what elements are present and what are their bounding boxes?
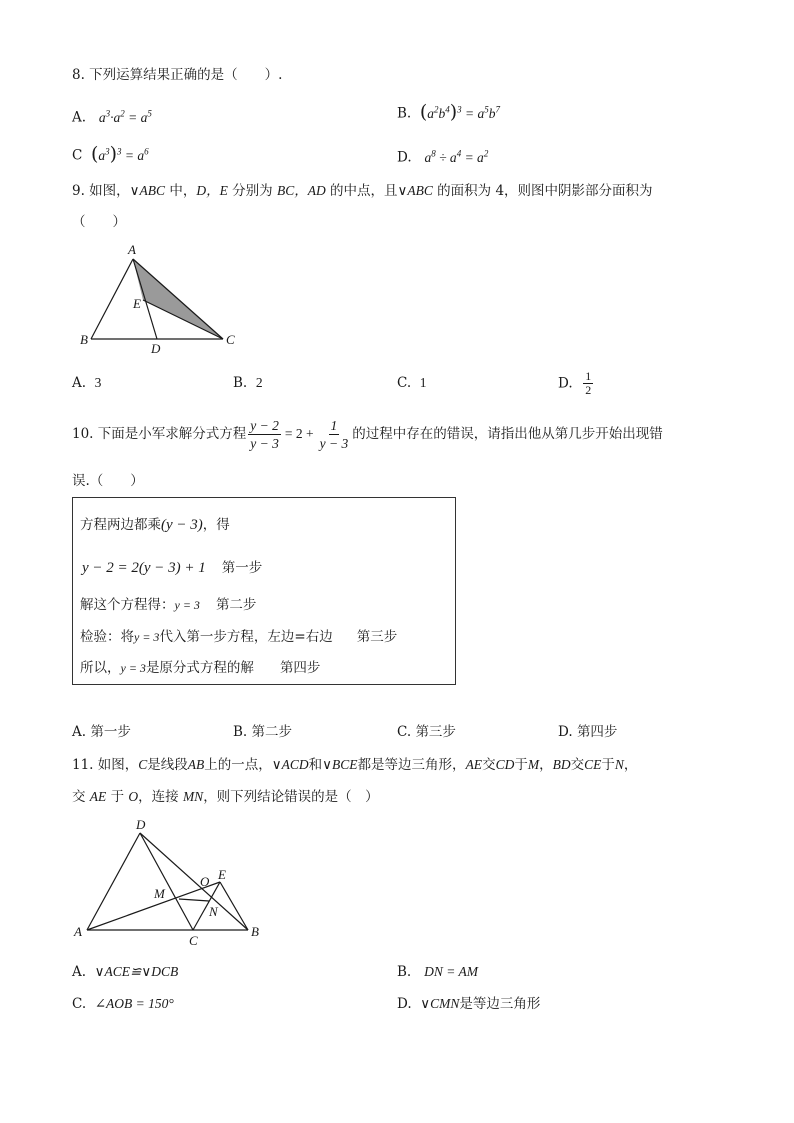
label-m: M: [154, 886, 165, 901]
option-expression: $(a^2b^4)^3 = a^5b^7$: [419, 100, 501, 123]
box-text: 所以，: [80, 660, 121, 676]
q9-stem-line2: （ ）: [72, 214, 126, 230]
math: AE: [89, 789, 107, 804]
segment-db: [140, 833, 248, 930]
q9-option-b[interactable]: [233, 374, 263, 392]
option-label: D.: [397, 149, 412, 166]
option-label: B.: [233, 724, 248, 740]
box-line-4: [80, 625, 397, 645]
option-label: C: [72, 147, 83, 164]
stem-text: ，则下列结论错误的是（ ）: [203, 789, 379, 805]
option-label: D.: [558, 724, 573, 740]
math: BD: [552, 757, 571, 772]
q8-stem: 8. 下列运算结果正确的是（ ）.: [72, 67, 283, 83]
option-value: 第二步: [251, 724, 293, 740]
option-label: B.: [397, 964, 412, 980]
label-b: B: [80, 332, 88, 347]
equation-middle: = 2 +: [284, 426, 314, 441]
segment-mn: [179, 899, 209, 901]
stem-text: 都是等边三角形，: [357, 757, 466, 773]
segment-dc: [140, 833, 193, 930]
label-e: E: [218, 867, 226, 882]
math: AB: [187, 757, 205, 772]
stem-text: 交: [482, 757, 496, 773]
q10-option-c[interactable]: [397, 723, 456, 741]
box-line-1: [80, 513, 230, 534]
stem-text: ，: [539, 757, 553, 773]
q11-stem-line2: [72, 788, 379, 806]
q11-option-d[interactable]: [397, 995, 540, 1013]
step-label: 第四步: [279, 660, 321, 676]
stem-text: 于: [514, 757, 528, 773]
q8-option-b[interactable]: [397, 100, 500, 123]
label-a: A: [128, 242, 136, 257]
option-label: A.: [72, 964, 87, 980]
stem-text: 于: [106, 789, 129, 805]
box-text: 方程两边都乘: [80, 517, 161, 533]
q9-figure: [70, 240, 250, 360]
stem-text: ，: [623, 757, 638, 773]
option-value: 第一步: [90, 724, 131, 740]
math: ∨BCE: [322, 757, 358, 772]
option-label: C.: [397, 724, 412, 740]
option-expression: $a^8 \div a^4 = a^2$: [424, 148, 489, 165]
math: C: [138, 757, 148, 772]
box-text: ，得: [202, 517, 230, 533]
math: CD: [495, 757, 515, 772]
option-expression: $(a^3)^3 = a^6$: [90, 142, 149, 165]
stem-text: 的中点，且: [325, 183, 398, 199]
stem-text: 的面积为 4，则图中阴影部分面积为: [432, 183, 653, 199]
q10-option-d[interactable]: [558, 723, 617, 741]
label-c: C: [226, 332, 235, 347]
q11-stem: [72, 756, 637, 774]
option-expression: $a^3\cdot a^2 = a^5$: [98, 108, 152, 125]
math-points-de: D，E: [196, 183, 228, 198]
equation-rhs-fraction: [318, 417, 351, 452]
box-text: 检验：将: [80, 629, 134, 645]
box-expression: y = 3: [134, 630, 160, 644]
q10-stem: [72, 414, 663, 454]
box-text: 解这个方程得：: [80, 597, 175, 613]
label-e: E: [133, 296, 141, 311]
stem-text: 交: [570, 757, 585, 773]
option-label: C.: [72, 996, 87, 1012]
fraction-numerator: 1: [330, 417, 338, 433]
option-value: 第四步: [576, 724, 618, 740]
fraction-one-half: [583, 370, 593, 397]
q9-option-d[interactable]: [558, 370, 595, 397]
q9-option-a[interactable]: [72, 374, 101, 392]
q9-stem: [72, 182, 653, 200]
q8-option-c[interactable]: [72, 142, 149, 165]
label-d: D: [151, 341, 161, 356]
option-expression: ∠AOB = 150°: [94, 996, 174, 1011]
q10-option-a[interactable]: [72, 723, 131, 741]
stem-text: 10. 下面是小军求解分式方程: [72, 426, 247, 442]
option-text: 是等边三角形: [459, 996, 541, 1012]
q10-stem-line2: 误.（ ）: [72, 473, 144, 489]
step-label: 第一步: [221, 560, 263, 576]
q9-option-c[interactable]: [397, 374, 426, 392]
fraction-denominator: y − 3: [319, 435, 349, 451]
stem-text: 的过程中存在的错误，请指出他从第几步开始出现错: [352, 426, 663, 442]
q11-figure: [70, 815, 280, 950]
stem-text: 中，: [165, 183, 197, 199]
solution-box: [72, 497, 456, 685]
label-c: C: [189, 933, 198, 948]
stem-text: ，连接: [138, 789, 183, 805]
option-expression: DN = AM: [424, 964, 478, 979]
option-value: 2: [255, 375, 263, 390]
box-line-3: [80, 593, 256, 613]
option-expression: ∨CMN: [420, 996, 460, 1011]
option-label: A.: [72, 375, 87, 391]
box-expression: y = 3: [120, 661, 146, 675]
label-n: N: [209, 904, 218, 919]
box-line-5: [80, 656, 320, 676]
math: O: [128, 789, 139, 804]
box-expression: y = 3: [174, 598, 200, 612]
equation-lhs-fraction: [248, 417, 281, 452]
label-a: A: [74, 924, 82, 939]
math: AE: [465, 757, 483, 772]
q8-option-d[interactable]: [397, 144, 488, 167]
fraction-numerator: 1: [585, 369, 592, 383]
box-expression: y − 2 = 2(y − 3) + 1: [82, 560, 206, 576]
math-triangle-abc: ∨ABC: [397, 183, 433, 198]
label-o: O: [200, 874, 210, 889]
stem-text: 和: [308, 757, 323, 773]
math-segments: BC，AD: [276, 183, 326, 198]
math: MN: [182, 789, 204, 804]
box-expression: (y − 3): [161, 517, 203, 533]
option-expression: ∨ACE≌∨DCB: [94, 964, 179, 979]
math: N: [614, 757, 624, 772]
stem-text: 11. 如图，: [72, 757, 139, 773]
option-label: B.: [233, 375, 248, 391]
option-label: D.: [558, 375, 573, 392]
option-label: B.: [397, 105, 412, 122]
math: CE: [584, 757, 602, 772]
step-label: 第二步: [215, 597, 257, 613]
step-label: 第三步: [356, 629, 398, 645]
stem-text: 是线段: [147, 757, 188, 773]
math: ∨ACD: [271, 757, 309, 772]
stem-text: 9. 如图，: [72, 183, 130, 199]
segment-ad: [87, 833, 140, 930]
q11-option-a[interactable]: [72, 963, 178, 981]
q11-option-c[interactable]: [72, 995, 174, 1013]
option-label: C.: [397, 375, 412, 391]
math: M: [527, 757, 540, 772]
fraction-numerator: y − 2: [250, 417, 279, 433]
math-triangle-abc: ∨ABC: [129, 183, 166, 198]
stem-text: 分别为: [227, 183, 277, 199]
q10-option-b[interactable]: [233, 723, 292, 741]
box-text: 代入第一步方程，左边=右边: [159, 629, 333, 645]
option-label: A.: [72, 109, 87, 126]
stem-text: 于: [601, 757, 615, 773]
fraction-denominator: y − 3: [250, 435, 279, 451]
option-value: 3: [94, 375, 102, 390]
stem-text: 交: [72, 789, 90, 805]
option-value: 1: [419, 375, 427, 390]
q8-option-a[interactable]: [72, 104, 152, 127]
label-b: B: [251, 924, 259, 939]
segment-eb: [220, 882, 248, 930]
stem-text: 上的一点，: [204, 757, 272, 773]
fraction-denominator: 2: [585, 383, 592, 397]
label-d: D: [136, 817, 146, 832]
box-line-2: [82, 556, 262, 577]
option-label: A.: [72, 724, 87, 740]
option-value: 第三步: [415, 724, 456, 740]
q11-option-b[interactable]: [397, 963, 478, 981]
box-text: 是原分式方程的解: [145, 660, 254, 676]
segment-ab: [91, 259, 133, 339]
option-label: D.: [397, 996, 412, 1012]
